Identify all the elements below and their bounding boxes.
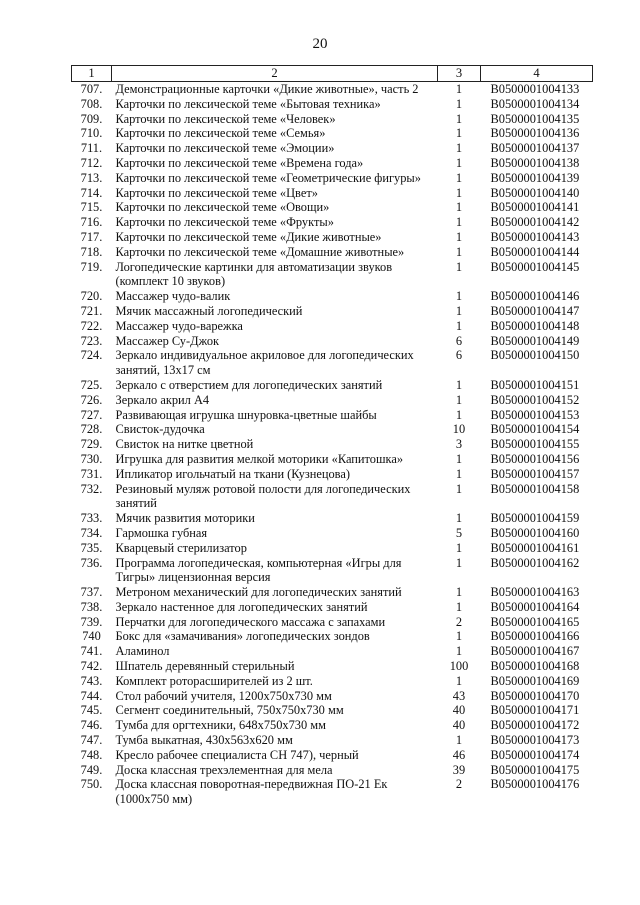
inventory-code: B0500001004151: [490, 377, 580, 392]
row-number: 720.: [80, 289, 103, 304]
row-number: 709.: [80, 111, 103, 126]
item-quantity: 1: [455, 318, 463, 333]
item-name: Кварцевый стерилизатор: [115, 540, 247, 555]
item-quantity: 1: [455, 377, 463, 392]
item-quantity: 1: [455, 229, 463, 244]
table-row: [72, 556, 593, 586]
inventory-code: B0500001004144: [490, 244, 580, 259]
row-number: 740: [82, 629, 101, 644]
inventory-code: B0500001004163: [490, 585, 580, 600]
item-name: Массажер чудо-варежка: [115, 318, 243, 333]
table-row: [72, 629, 593, 644]
item-quantity: 100: [449, 659, 469, 674]
item-quantity: 10: [452, 422, 466, 437]
item-name: Программа логопедическая, компьютерная «Игры для Тигры» лицензионная версия: [115, 555, 402, 585]
row-number: 717.: [80, 229, 103, 244]
table-row: [72, 112, 593, 127]
item-name: Игрушка для развития мелкой моторики «Капитошка»: [115, 451, 404, 466]
table-row: [72, 215, 593, 230]
table-row: [72, 585, 593, 600]
row-number: 748.: [80, 747, 103, 762]
table-row: [72, 689, 593, 704]
table-row: [72, 408, 593, 423]
item-quantity: 1: [455, 155, 463, 170]
item-quantity: 1: [455, 599, 463, 614]
row-number: 722.: [80, 318, 103, 333]
page-number: 20: [312, 36, 328, 52]
row-number: 711.: [80, 141, 103, 156]
table-row: [72, 733, 593, 748]
row-number: 724.: [80, 348, 103, 363]
inventory-code: B0500001004135: [490, 111, 580, 126]
table-body: [72, 82, 593, 808]
table-row: [72, 186, 593, 201]
item-quantity: 5: [455, 525, 463, 540]
item-name: Доска классная поворотная-передвижная ПО-21 Ек (1000х750 мм): [115, 777, 388, 807]
table-row: [72, 304, 593, 319]
item-quantity: 1: [455, 170, 463, 185]
inventory-code: B0500001004170: [490, 688, 580, 703]
item-name: Резиновый муляж ротовой полости для логопедических занятий: [115, 481, 411, 511]
inventory-code: B0500001004147: [490, 303, 580, 318]
item-name: Карточки по лексической теме «Бытовая техника»: [115, 96, 381, 111]
item-quantity: 1: [455, 481, 463, 496]
table-row: [72, 334, 593, 349]
table-row: [72, 245, 593, 260]
item-name: Стол рабочий учителя, 1200х750х730 мм: [115, 688, 332, 703]
table-row: [72, 482, 593, 512]
table-row: [72, 200, 593, 215]
item-name: Массажер чудо-валик: [115, 289, 231, 304]
row-number: 727.: [80, 407, 103, 422]
inventory-code: B0500001004148: [490, 318, 580, 333]
item-name: Тумба для оргтехники, 648х750х730 мм: [115, 718, 326, 733]
inventory-code: B0500001004138: [490, 155, 580, 170]
row-number: 741.: [80, 644, 103, 659]
table-row: [72, 703, 593, 718]
table-header: [72, 66, 593, 82]
inventory-code: B0500001004160: [490, 525, 580, 540]
row-number: 713.: [80, 170, 103, 185]
item-quantity: 1: [455, 392, 463, 407]
item-quantity: 1: [455, 215, 463, 230]
item-name: Карточки по лексической теме «Семья»: [115, 126, 326, 141]
item-quantity: 1: [455, 451, 463, 466]
table-row: [72, 659, 593, 674]
inventory-code: B0500001004172: [490, 718, 580, 733]
row-number: 721.: [80, 303, 103, 318]
table-row: [72, 141, 593, 156]
inventory-code: B0500001004156: [490, 451, 580, 466]
table-row: [72, 437, 593, 452]
inventory-code: B0500001004152: [490, 392, 580, 407]
row-number: 723.: [80, 333, 103, 348]
row-number: 726.: [80, 392, 103, 407]
item-quantity: 1: [455, 511, 463, 526]
inventory-code: B0500001004157: [490, 466, 580, 481]
inventory-code: B0500001004165: [490, 614, 580, 629]
table-row: [72, 600, 593, 615]
item-name: Сегмент соединительный, 750х750х730 мм: [115, 703, 344, 718]
item-name: Логопедические картинки для автоматизации звуков (комплект 10 звуков): [115, 259, 393, 289]
table-row: [72, 763, 593, 778]
item-name: Карточки по лексической теме «Дикие животные»: [115, 229, 382, 244]
item-quantity: 40: [452, 718, 466, 733]
item-name: Метроном механический для логопедических занятий: [115, 585, 402, 600]
item-name: Свисток-дудочка: [115, 422, 205, 437]
table-row: [72, 511, 593, 526]
item-name: Аламинол: [115, 644, 170, 659]
table-row: [72, 156, 593, 171]
item-quantity: 1: [455, 200, 463, 215]
item-name: Зеркало индивидуальное акриловое для логопедических занятий, 13х17 см: [115, 348, 414, 378]
item-name: Карточки по лексической теме «Геометрические фигуры»: [115, 170, 421, 185]
inventory-code: B0500001004140: [490, 185, 580, 200]
table-row: [72, 289, 593, 304]
inventory-code: B0500001004150: [490, 348, 580, 363]
row-number: 742.: [80, 659, 103, 674]
table-row: [72, 644, 593, 659]
inventory-code: B0500001004141: [490, 200, 580, 215]
item-quantity: 1: [455, 289, 463, 304]
header-row: [72, 66, 593, 82]
item-quantity: 40: [452, 703, 466, 718]
table-row: [72, 348, 593, 378]
row-number: 729.: [80, 437, 103, 452]
row-number: 731.: [80, 466, 103, 481]
row-number: 730.: [80, 451, 103, 466]
item-name: Карточки по лексической теме «Эмоции»: [115, 141, 335, 156]
table-row: [72, 171, 593, 186]
table-row: [72, 126, 593, 141]
row-number: 733.: [80, 511, 103, 526]
table-row: [72, 541, 593, 556]
inventory-code: B0500001004158: [490, 481, 580, 496]
item-quantity: 46: [452, 747, 466, 762]
item-name: Зеркало настенное для логопедических занятий: [115, 599, 368, 614]
table-row: [72, 230, 593, 245]
item-quantity: 1: [455, 540, 463, 555]
item-name: Доска классная трехэлементная для мела: [115, 762, 333, 777]
item-quantity: 1: [455, 126, 463, 141]
inventory-code: B0500001004136: [490, 126, 580, 141]
inventory-code: B0500001004143: [490, 229, 580, 244]
item-quantity: 1: [455, 185, 463, 200]
table-row: [72, 82, 593, 97]
row-number: 743.: [80, 673, 103, 688]
item-quantity: 2: [455, 614, 463, 629]
header-col-inventory-code: 4: [481, 66, 593, 82]
inventory-code: B0500001004146: [490, 289, 580, 304]
table-row: [72, 674, 593, 689]
item-name: Бокс для «замачивания» логопедических зондов: [115, 629, 370, 644]
item-quantity: 1: [455, 259, 463, 274]
row-number: 739.: [80, 614, 103, 629]
item-quantity: 1: [455, 555, 463, 570]
inventory-code: B0500001004137: [490, 141, 580, 156]
item-quantity: 1: [455, 585, 463, 600]
row-number: 719.: [80, 259, 103, 274]
row-number: 746.: [80, 718, 103, 733]
item-quantity: 6: [455, 348, 463, 363]
item-name: Карточки по лексической теме «Овощи»: [115, 200, 330, 215]
table-row: [72, 319, 593, 334]
item-quantity: 1: [455, 244, 463, 259]
row-number: 736.: [80, 555, 103, 570]
item-quantity: 1: [455, 407, 463, 422]
item-quantity: 39: [452, 762, 466, 777]
header-col-number: 1: [72, 66, 112, 82]
item-quantity: 3: [455, 437, 463, 452]
row-number: 750.: [80, 777, 103, 792]
row-number: 712.: [80, 155, 103, 170]
table-row: [72, 97, 593, 112]
item-quantity: 1: [455, 303, 463, 318]
item-name: Перчатки для логопедического массажа с запахами: [115, 614, 386, 629]
row-number: 738.: [80, 599, 103, 614]
row-number: 747.: [80, 733, 103, 748]
inventory-code: B0500001004133: [490, 82, 580, 96]
item-name: Карточки по лексической теме «Человек»: [115, 111, 336, 126]
item-name: Карточки по лексической теме «Фрукты»: [115, 215, 334, 230]
item-name: Развивающая игрушка шнуровка-цветные шайбы: [115, 407, 377, 422]
item-name: Зеркало с отверстием для логопедических занятий: [115, 377, 383, 392]
item-name: Карточки по лексической теме «Домашние животные»: [115, 244, 405, 259]
inventory-code: B0500001004153: [490, 407, 580, 422]
inventory-code: B0500001004173: [490, 733, 580, 748]
item-name: Мячик массажный логопедический: [115, 303, 303, 318]
inventory-code: B0500001004176: [490, 777, 580, 792]
inventory-code: B0500001004134: [490, 96, 580, 111]
item-name: Карточки по лексической теме «Времена года»: [115, 155, 364, 170]
item-name: Карточки по лексической теме «Цвет»: [115, 185, 318, 200]
row-number: 734.: [80, 525, 103, 540]
row-number: 745.: [80, 703, 103, 718]
inventory-code: B0500001004149: [490, 333, 580, 348]
item-quantity: 1: [455, 733, 463, 748]
row-number: 714.: [80, 185, 103, 200]
row-number: 728.: [80, 422, 103, 437]
table-row: [72, 422, 593, 437]
item-name: Массажер Су-Джок: [115, 333, 220, 348]
inventory-code: B0500001004166: [490, 629, 580, 644]
inventory-code: B0500001004164: [490, 599, 580, 614]
item-name: Ипликатор игольчатый на ткани (Кузнецова): [115, 466, 350, 481]
row-number: 715.: [80, 200, 103, 215]
item-quantity: 1: [455, 141, 463, 156]
row-number: 716.: [80, 215, 103, 230]
item-name: Зеркало акрил А4: [115, 392, 210, 407]
item-name: Свисток на нитке цветной: [115, 437, 254, 452]
item-quantity: 1: [455, 96, 463, 111]
row-number: 737.: [80, 585, 103, 600]
header-col-quantity: 3: [438, 66, 481, 82]
inventory-code: B0500001004174: [490, 747, 580, 762]
inventory-code: B0500001004154: [490, 422, 580, 437]
item-quantity: 2: [455, 777, 463, 792]
row-number: 725.: [80, 377, 103, 392]
item-quantity: 1: [455, 644, 463, 659]
inventory-code: B0500001004162: [490, 555, 580, 570]
item-quantity: 1: [455, 629, 463, 644]
table-row: [72, 452, 593, 467]
inventory-code: B0500001004169: [490, 673, 580, 688]
inventory-code: B0500001004171: [490, 703, 580, 718]
item-quantity: 1: [455, 673, 463, 688]
row-number: 708.: [80, 96, 103, 111]
table-row: [72, 526, 593, 541]
table-row: [72, 467, 593, 482]
inventory-code: B0500001004155: [490, 437, 580, 452]
row-number: 735.: [80, 540, 103, 555]
inventory-code: B0500001004139: [490, 170, 580, 185]
row-number: 718.: [80, 244, 103, 259]
row-number: 710.: [80, 126, 103, 141]
inventory-code: B0500001004145: [490, 259, 580, 274]
inventory-code: B0500001004168: [490, 659, 580, 674]
item-quantity: 1: [455, 111, 463, 126]
inventory-code: B0500001004142: [490, 215, 580, 230]
item-quantity: 43: [452, 688, 466, 703]
header-col-name: 2: [112, 66, 438, 82]
inventory-code: B0500001004175: [490, 762, 580, 777]
item-name: Тумба выкатная, 430х563х620 мм: [115, 733, 293, 748]
table-row: [72, 718, 593, 733]
table-row: [72, 378, 593, 393]
row-number: 732.: [80, 481, 103, 496]
row-number: 749.: [80, 762, 103, 777]
row-number: 707.: [80, 82, 103, 96]
item-name: Комплект роторасширителей из 2 шт.: [115, 673, 313, 688]
item-quantity: 1: [455, 466, 463, 481]
item-name: Демонстрационные карточки «Дикие животные», часть 2: [115, 82, 419, 96]
inventory-table: [71, 65, 593, 807]
item-name: Гармошка губная: [115, 525, 208, 540]
inventory-code: B0500001004161: [490, 540, 580, 555]
table-row: [72, 615, 593, 630]
table-row: [72, 393, 593, 408]
row-number: 744.: [80, 688, 103, 703]
inventory-code: B0500001004159: [490, 511, 580, 526]
item-quantity: 6: [455, 333, 463, 348]
item-name: Мячик развития моторики: [115, 511, 255, 526]
item-name: Кресло рабочее специалиста СН 747), черный: [115, 747, 359, 762]
table-row: [72, 748, 593, 763]
inventory-code: B0500001004167: [490, 644, 580, 659]
table-row: [72, 777, 593, 807]
table-row: [72, 260, 593, 290]
item-name: Шпатель деревянный стерильный: [115, 659, 295, 674]
item-quantity: 1: [455, 82, 463, 96]
